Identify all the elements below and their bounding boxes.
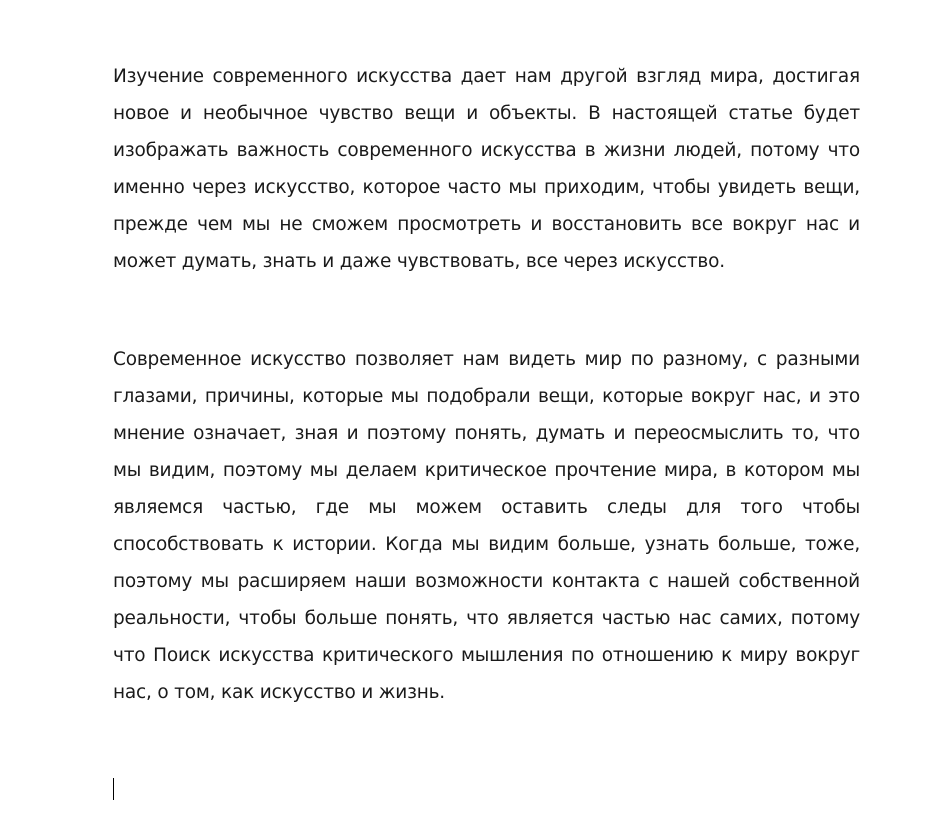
paragraph-2[interactable]: Современное искусство позволяет нам видеть мир по разному, с разными глазами, причины, которые мы подобрали вещи, которые вокруг нас, и это мнение означает, зная и поэтому понять, думать и переосмыслить то, что мы видим, поэтому мы делаем критическое прочтение мира, в котором мы являемся частью, где мы можем оставить следы для того чтобы способствовать к истории. Когда мы видим больше, узнать больше, тоже, поэтому мы расширяем наши возможности контакта с нашей собственной реальности, чтобы больше понять, что является частью нас самих, потому что Поиск искусства критического мышления по отношению к миру вокруг нас, о том, как искусство и жизнь. bbox=[113, 349, 860, 703]
text-cursor bbox=[113, 778, 114, 800]
paragraph-1[interactable]: Изучение современного искусства дает нам другой взгляд мира, достигая новое и необычное чувство вещи и объекты. В настоящей статье будет изображать важность современного искусства в жизни людей, потому что именно через искусство, которое часто мы приходим, чтобы увидеть вещи, прежде чем мы не сможем просмотреть и восстановить все вокруг нас и может думать, знать и даже чувствовать, все через искусство. bbox=[113, 66, 860, 272]
